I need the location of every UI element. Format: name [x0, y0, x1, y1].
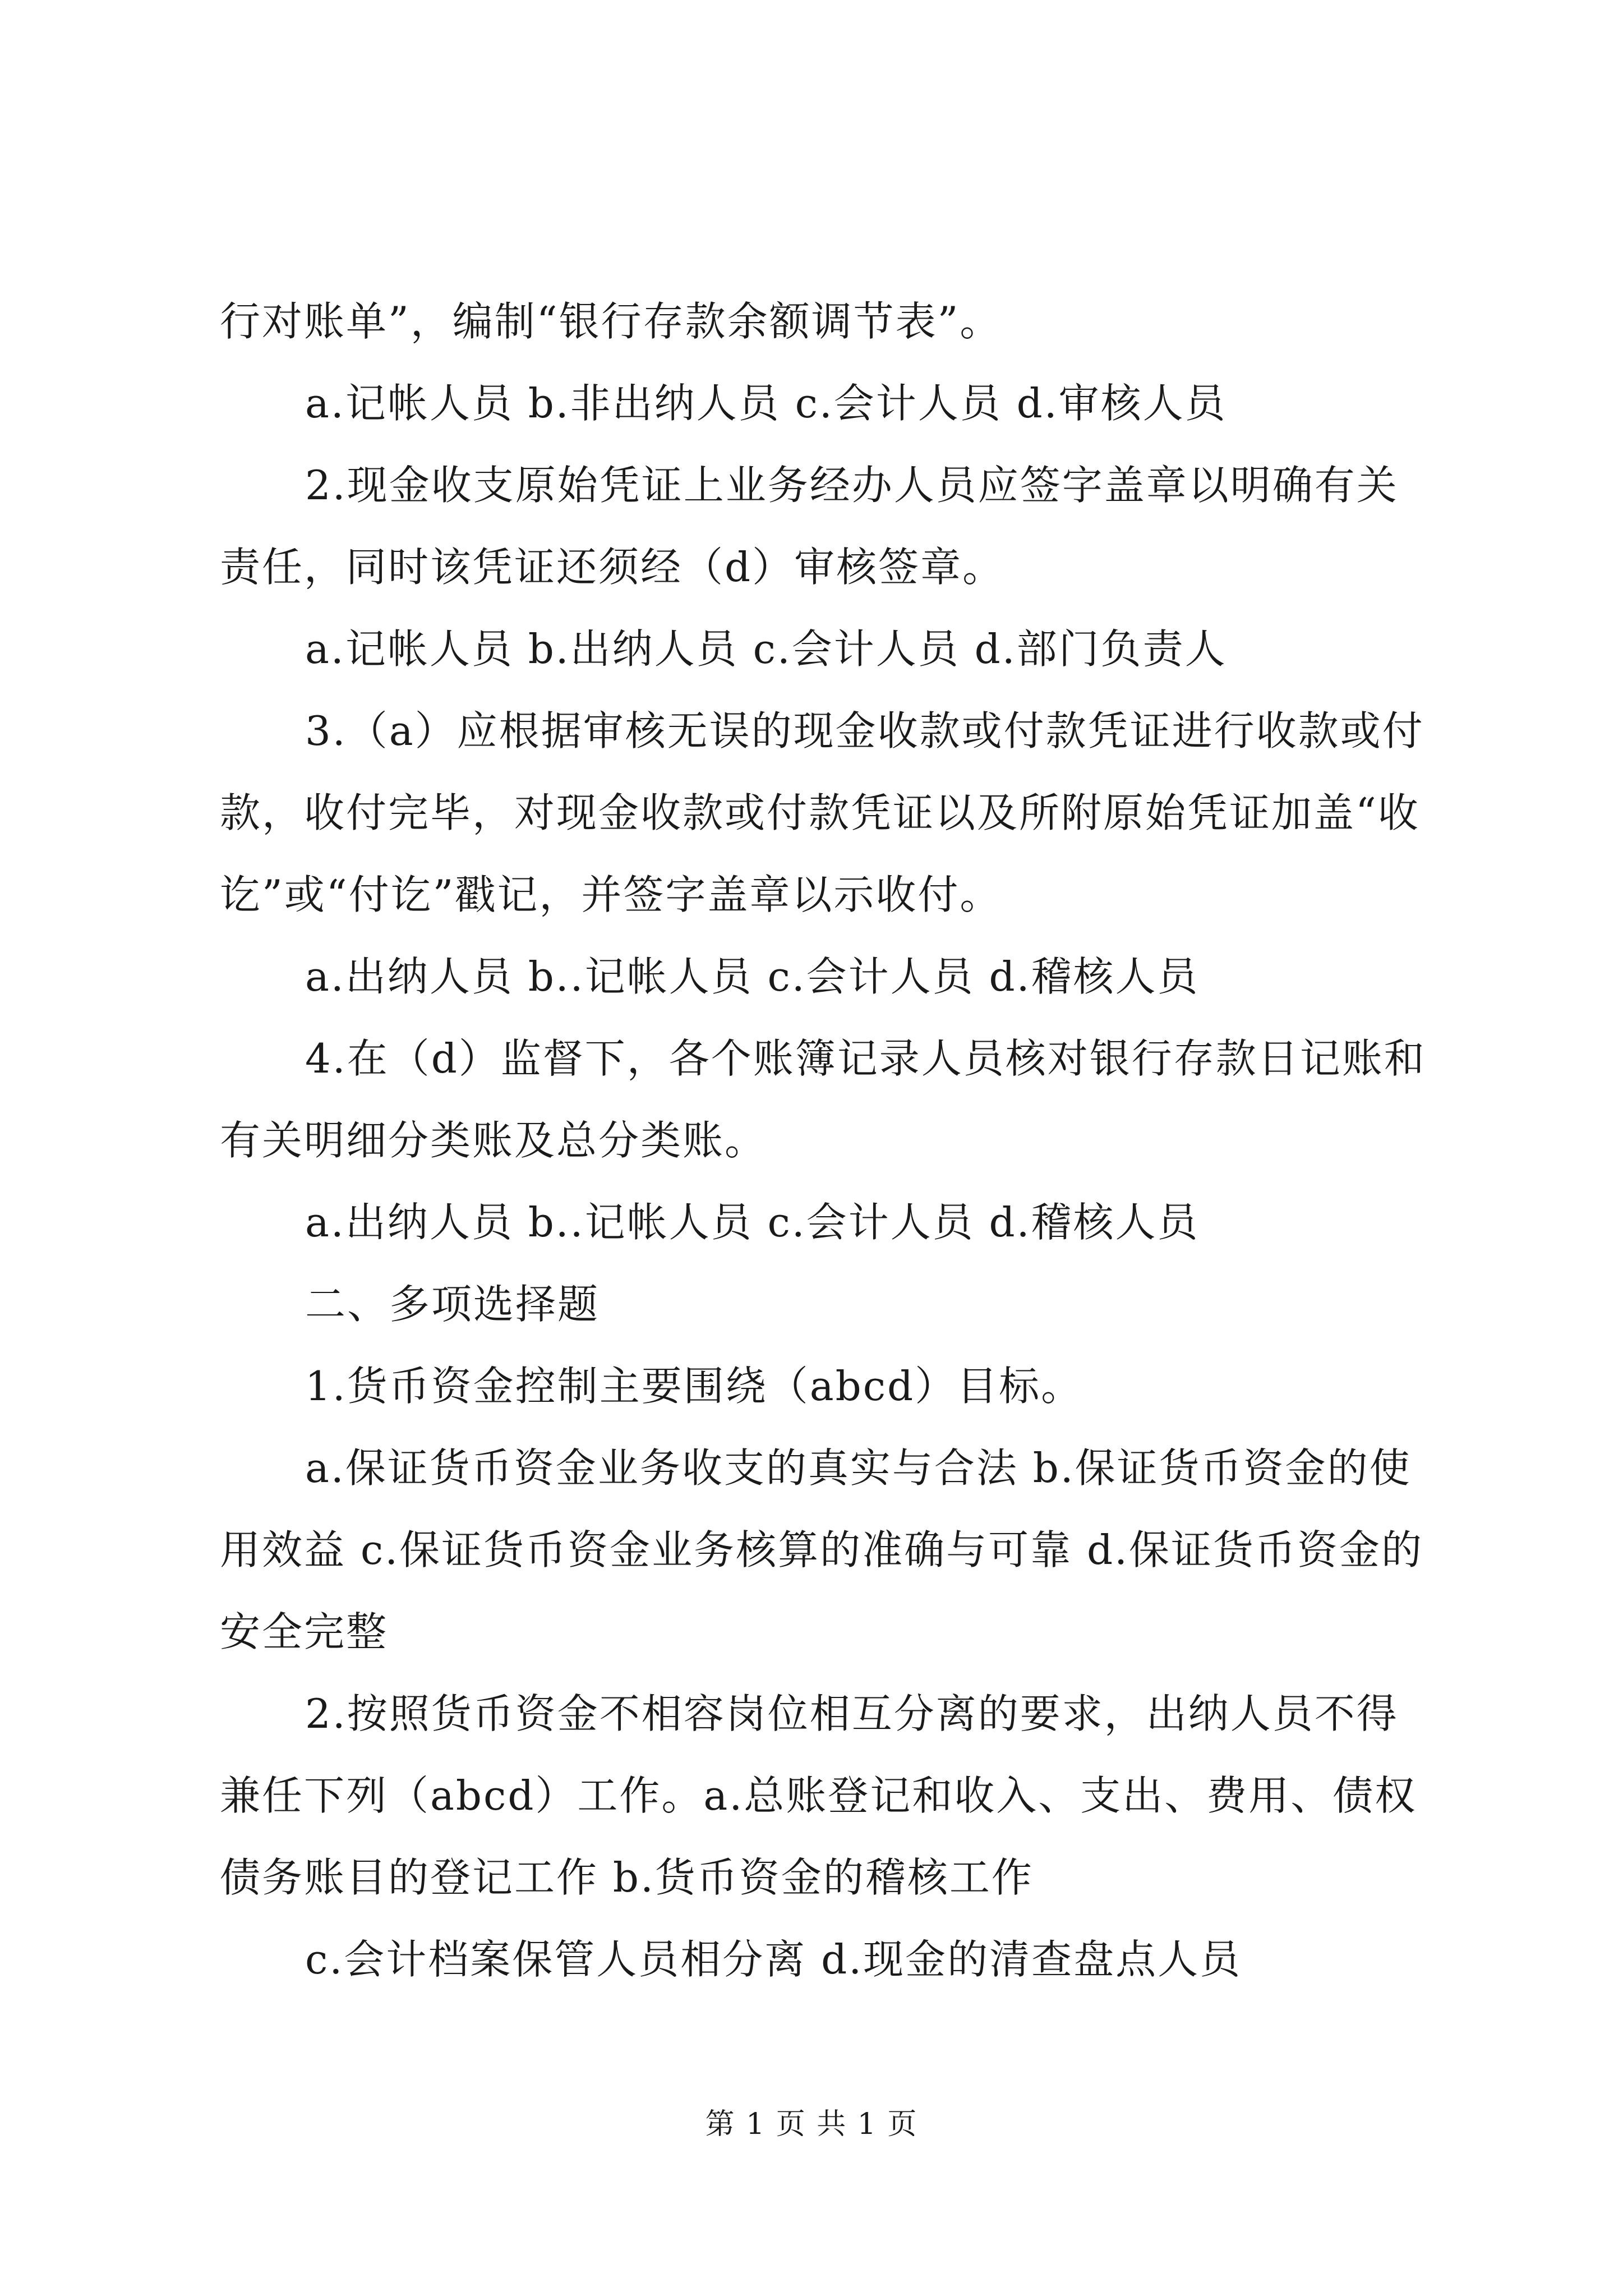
section-heading: 二、多项选择题 [305, 1281, 600, 1328]
paragraph-10: 1.货币资金控制主要围绕（abcd）目标。 [305, 1363, 1083, 1410]
paragraph-6: a.出纳人员 b..记帐人员 c.会计人员 d.稽核人员 [305, 953, 1200, 1000]
paragraph-2: a.记帐人员 b.非出纳人员 c.会计人员 d.审核人员 [305, 380, 1227, 427]
paragraph-4: a.记帐人员 b.出纳人员 c.会计人员 d.部门负责人 [305, 625, 1227, 673]
paragraph-8: a.出纳人员 b..记帐人员 c.会计人员 d.稽核人员 [305, 1199, 1200, 1246]
paragraph-1: 行对账单”，编制“银行存款余额调节表”。 [220, 298, 1002, 345]
paragraph-7: 4.在（d）监督下，各个账簿记录人员核对银行存款日记账和有关明细分类账及总分类账。 [220, 1035, 1426, 1164]
paragraph-11: a.保证货币资金业务收支的真实与合法 b.保证货币资金的使用效益 c.保证货币资金业务核算的准确与可靠 d.保证货币资金的安全完整 [220, 1444, 1423, 1655]
document-body [220, 280, 1431, 2000]
paragraph-5: 3.（a）应根据审核无误的现金收款或付款凭证进行收款或付款，收付完毕，对现金收款或付款凭证以及所附原始凭证加盖“收讫”或“付讫”戳记，并签字盖章以示收付。 [220, 707, 1424, 918]
paragraph-13: c.会计档案保管人员相分离 d.现金的清查盘点人员 [305, 1936, 1242, 1983]
paragraph-3: 2.现金收支原始凭证上业务经办人员应签字盖章以明确有关责任，同时该凭证还须经（d）审核签章。 [220, 462, 1399, 591]
page-footer: 第 1 页 共 1 页 [705, 2108, 918, 2141]
paragraph-12: 2.按照货币资金不相容岗位相互分离的要求，出纳人员不得兼任下列（abcd）工作。a.总账登记和收入、支出、费用、债权债务账目的登记工作 b.货币资金的稽核工作 [220, 1690, 1417, 1901]
